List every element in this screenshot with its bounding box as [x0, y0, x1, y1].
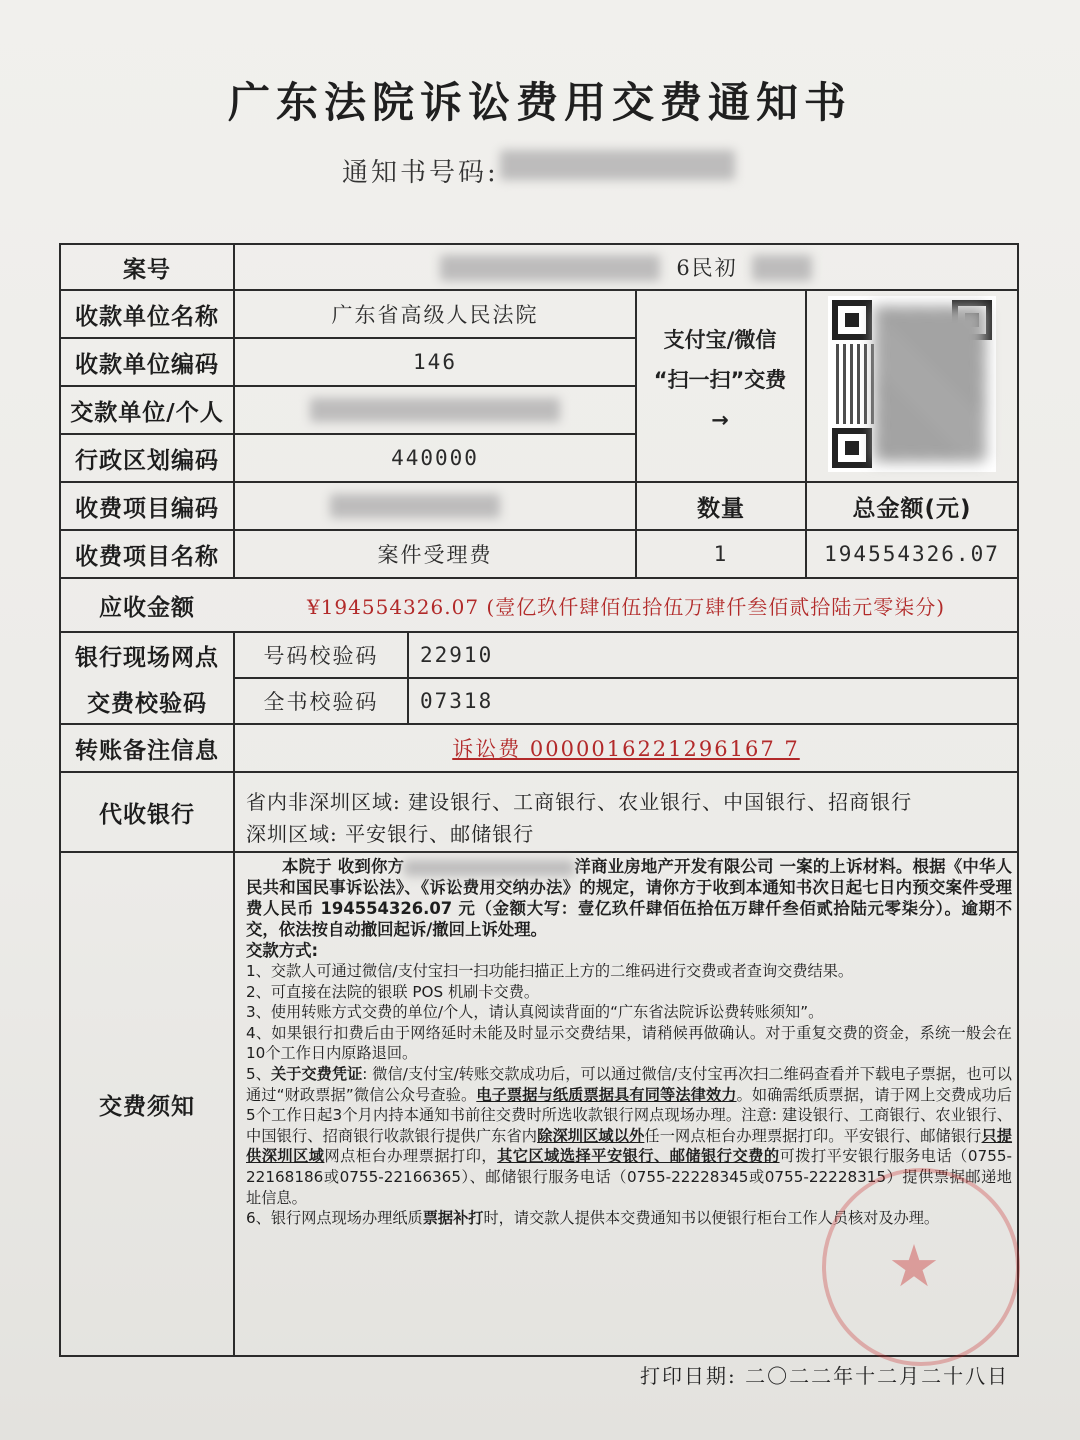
qr-redacted — [874, 306, 986, 462]
note5-i: 网点柜台办理票据打印， — [324, 1147, 498, 1166]
amount-due-value: ¥194554326.07 (壹亿玖仟肆佰伍拾伍万肆仟叁佰贰拾陆元零柒分) — [306, 594, 945, 619]
method-title: 交款方式: — [246, 941, 319, 960]
note5-b: 关于交费凭证 — [270, 1064, 363, 1083]
qr-finder-icon — [832, 300, 872, 340]
transfer-note-label: 转账备注信息 — [75, 737, 219, 764]
print-date: 打印日期: 二〇二二年十二月二十八日 — [640, 1364, 1010, 1388]
item-name-label: 收费项目名称 — [75, 543, 219, 570]
verify-code-label: 交费校验码 — [87, 690, 207, 717]
payer-redacted — [310, 398, 560, 422]
full-check-label: 全书校验码 — [263, 690, 379, 714]
case-number-value: 6民初 — [676, 256, 738, 280]
item-code-redacted — [330, 494, 500, 518]
note5-k: 可拨打平安银行服务电话（0755-22168186或0755-22166365）、邮储银行服务电话（0755-22228345或0755-22228315）提供票据邮递地址信息。 — [246, 1147, 1013, 1207]
note5-e: 。如确需纸质票据，请于网上交费成功后5个工作日起3个月内持本通知书前往交费时所选收款银行网点现场办理。注意: 建设银行、工商银行、农业银行、中国银行、招商银行收款银行提供广东省内 — [246, 1085, 1012, 1145]
total-amount-header: 总金额(元) — [852, 495, 972, 522]
notice-number-label: 通知书号码: — [342, 158, 499, 188]
region-code-value: 440000 — [391, 446, 479, 470]
arrow-right-icon: → — [711, 408, 729, 432]
note-item-4: 4、如果银行扣费后由于网络延时未能及时显示交费结果，请稍候再做确认。对于重复交费的资金，系统一般会在10个工作日内原路退回。 — [246, 1023, 1012, 1063]
seal-emblem-icon: ★ — [888, 1232, 940, 1300]
item-code-label: 收费项目编码 — [75, 495, 219, 522]
document-title: 广东法院诉讼费用交费通知书 — [227, 78, 852, 127]
amount-due-label: 应收金额 — [99, 594, 195, 621]
number-check-label: 号码校验码 — [263, 644, 379, 668]
note-item-2: 2、可直接在法院的银联 POS 机刷卡交费。 — [246, 982, 540, 1001]
note5-h: 只提供深圳区域 — [246, 1126, 1013, 1166]
quantity-value: 1 — [713, 542, 729, 566]
note5-g: 任一网点柜台办理票据打印。平安银行、邮储银行 — [644, 1126, 982, 1145]
notice-number-redacted — [500, 150, 735, 180]
note5-d: 电子票据与纸质票据具有同等法律效力 — [476, 1085, 737, 1104]
case-number-label: 案号 — [123, 256, 171, 283]
pay-methods: 支付宝/微信 — [663, 328, 777, 352]
scan-label: “扫一扫”交费 — [653, 368, 787, 392]
payer-label: 交款单位/个人 — [70, 399, 224, 426]
region-code-label: 行政区划编码 — [75, 447, 219, 474]
case-number-redacted — [440, 255, 660, 281]
number-check-value: 22910 — [420, 643, 494, 667]
scan-to-pay-info — [636, 320, 804, 440]
note5-a: 5、 — [246, 1064, 271, 1083]
party-redacted — [404, 860, 574, 876]
payee-code-value: 146 — [413, 350, 457, 374]
qr-modules — [836, 344, 876, 424]
bank-outlet-label: 银行现场网点 — [75, 644, 219, 671]
banks-shenzhen: 深圳区域: 平安银行、邮储银行 — [246, 822, 535, 846]
transfer-note-value: 诉讼费 0000016221296167 7 — [452, 737, 800, 761]
note6-c: 时，请交款人提供本交费通知书以便银行柜台工作人员核对及办理。 — [483, 1209, 940, 1228]
collecting-bank-label: 代收银行 — [99, 801, 195, 828]
total-amount-value: 194554326.07 — [824, 542, 1000, 566]
notes-intro-b: 洋商业房地产开发有限公司 一案的上诉材料。根据《中华人民共和国民事诉讼法》、《诉讼费用交纳办法》的规定，请你方于收到本通知书次日起七日内预交案件受理费人民币 194554326.07 元（金额大写：壹亿玖仟肆佰伍拾伍万肆仟叁佰贰拾陆元零柒分）。逾期不交，依法按自动撤回起诉/撤回上诉处理。 — [246, 857, 1012, 939]
note-item-1: 1、交款人可通过微信/支付宝扫一扫功能扫描正上方的二维码进行交费或者查询交费结果。 — [246, 962, 854, 980]
payment-qr-code[interactable] — [828, 296, 996, 472]
note5-j: 其它区域选择平安银行、邮储银行交费的 — [497, 1147, 780, 1166]
full-check-value: 07318 — [420, 689, 494, 713]
note5-c: : 微信/支付宝/转账交款成功后，可以通过微信/支付宝再次扫二维码查看并下载电子票据，也可以通过“财政票据”微信公众号查验。 — [246, 1064, 1012, 1104]
notes-intro — [246, 856, 1012, 940]
payment-notes-label: 交费须知 — [99, 1093, 195, 1120]
court-seal — [822, 1168, 1020, 1366]
payee-name-value: 广东省高级人民法院 — [331, 303, 539, 327]
case-number-tail-redacted — [752, 255, 812, 281]
quantity-header: 数量 — [697, 495, 745, 522]
payee-name-label: 收款单位名称 — [75, 303, 219, 330]
note5-f: 除深圳区域以外 — [537, 1126, 645, 1145]
note6-a: 6、银行网点现场办理纸质 — [246, 1209, 423, 1228]
note6-b: 票据补打 — [422, 1209, 484, 1228]
qr-finder-icon — [832, 428, 872, 468]
banks-non-shenzhen: 省内非深圳区域: 建设银行、工商银行、农业银行、中国银行、招商银行 — [246, 790, 913, 814]
payee-code-label: 收款单位编码 — [75, 351, 219, 378]
notes-intro-a: 本院于 收到你方 — [282, 857, 405, 876]
note-item-3: 3、使用转账方式交费的单位/个人，请认真阅读背面的“广东省法院诉讼费转账须知”。 — [246, 1003, 824, 1022]
item-name-value: 案件受理费 — [377, 543, 493, 567]
